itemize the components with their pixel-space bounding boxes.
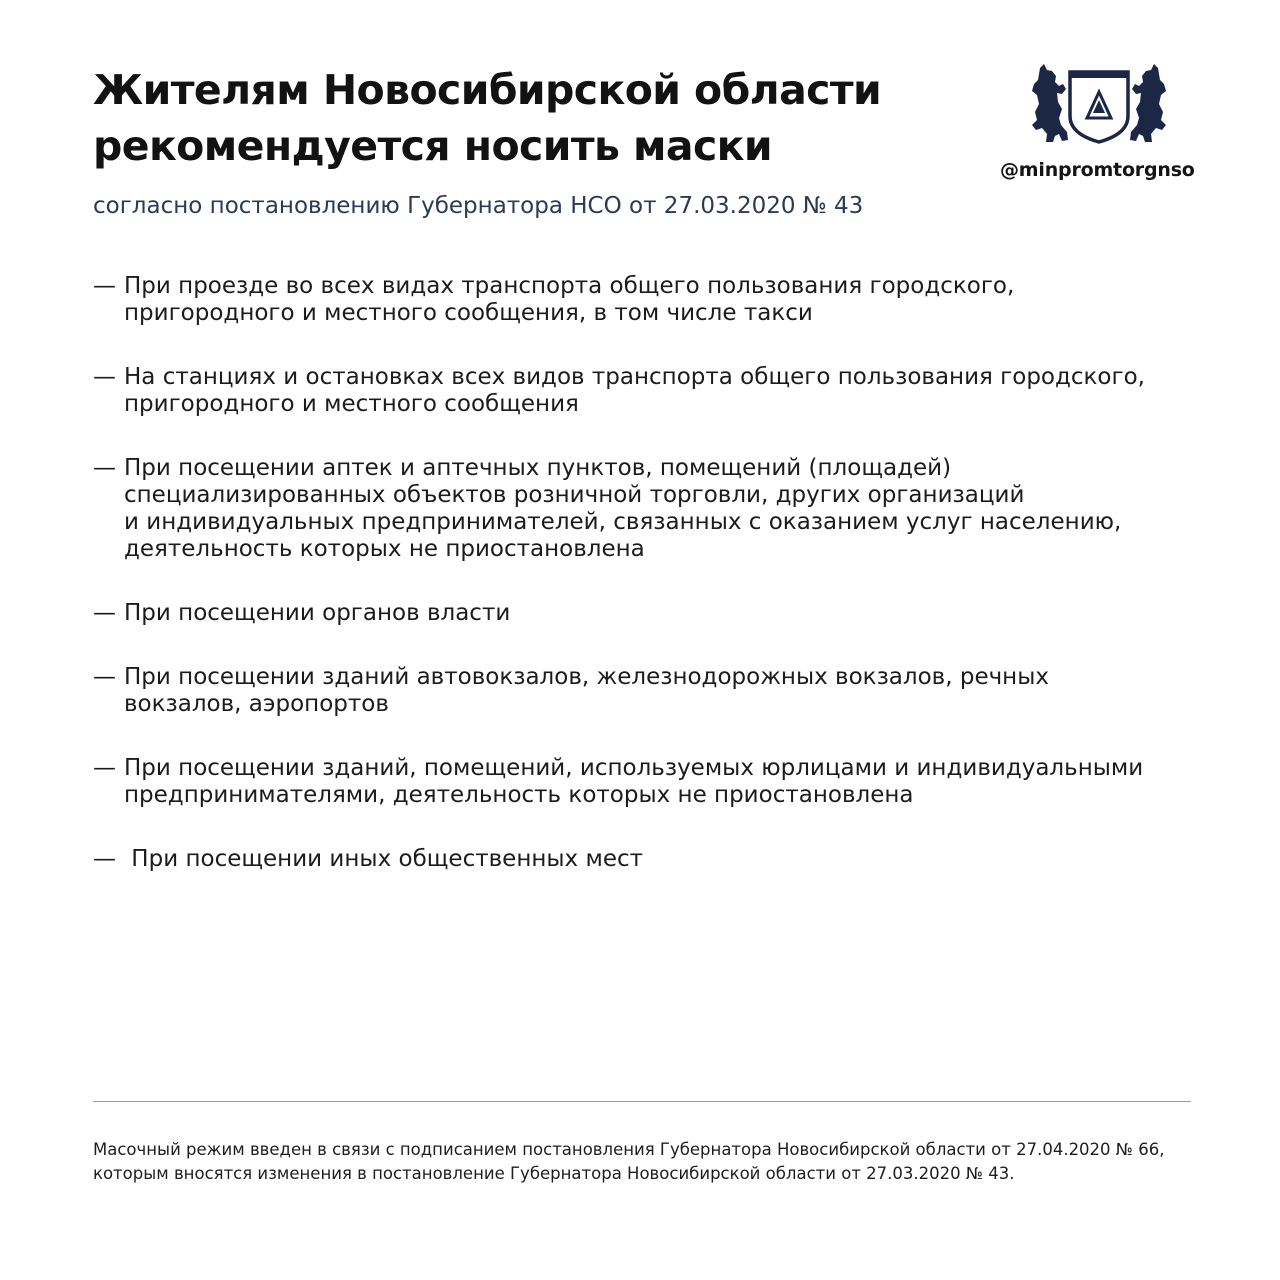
dash-bullet: — — [93, 455, 116, 481]
list-item — [93, 273, 1213, 327]
footer-divider — [93, 1101, 1191, 1102]
footnote-line: Масочный режим введен в связи с подписанием постановления Губернатора Новосибирской области от 27.04.2020 № 66, — [93, 1140, 1165, 1159]
list-item-line: При посещении зданий, помещений, используемых юрлицами и индивидуальными — [124, 755, 1144, 781]
footnote — [93, 1138, 1203, 1186]
list-item-line: и индивидуальных предпринимателей, связанных с оказанием услуг населению, — [124, 509, 1122, 535]
list-item-line: пригородного и местного сообщения — [124, 391, 579, 417]
social-handle: @minpromtorgnso — [1000, 159, 1195, 181]
list-item-line: вокзалов, аэропортов — [124, 691, 389, 717]
dash-bullet: — — [93, 846, 116, 872]
list-item-line: При посещении аптек и аптечных пунктов, помещений (площадей) — [124, 455, 952, 481]
dash-bullet: — — [93, 755, 116, 781]
list-item-line: На станциях и остановках всех видов транспорта общего пользования городского, — [124, 364, 1145, 390]
list-item-line: При посещении иных общественных мест — [124, 846, 644, 872]
list-item — [93, 455, 1213, 563]
dash-bullet: — — [93, 600, 116, 626]
list-item-line: деятельность которых не приостановлена — [124, 536, 645, 562]
title-line: Жителям Новосибирской области — [93, 66, 882, 114]
requirements-list — [93, 273, 1213, 910]
list-item-line: При посещении зданий автовокзалов, железнодорожных вокзалов, речных — [124, 664, 1049, 690]
list-item-line: При посещении органов власти — [124, 600, 511, 626]
page-title — [93, 62, 993, 174]
dash-bullet: — — [93, 364, 116, 390]
footnote-line: которым вносятся изменения в постановление Губернатора Новосибирской области от 27.03.2020 № 43. — [93, 1164, 1015, 1183]
list-item-line: предпринимателями, деятельность которых не приостановлена — [124, 782, 914, 808]
list-item-line: При проезде во всех видах транспорта общего пользования городского, — [124, 273, 1015, 299]
page-subtitle: согласно постановлению Губернатора НСО от 27.03.2020 № 43 — [93, 193, 864, 219]
title-line: рекомендуется носить маски — [93, 122, 773, 170]
list-item-line: пригородного и местного сообщения, в том числе такси — [124, 300, 813, 326]
list-item — [93, 364, 1213, 418]
dash-bullet: — — [93, 664, 116, 690]
list-item — [93, 664, 1213, 718]
list-item — [93, 846, 1213, 873]
novosibirsk-coat-of-arms-icon — [1026, 62, 1172, 146]
list-item — [93, 755, 1213, 809]
dash-bullet: — — [93, 273, 116, 299]
list-item-line: специализированных объектов розничной торговли, других организаций — [124, 482, 1025, 508]
list-item — [93, 600, 1213, 627]
